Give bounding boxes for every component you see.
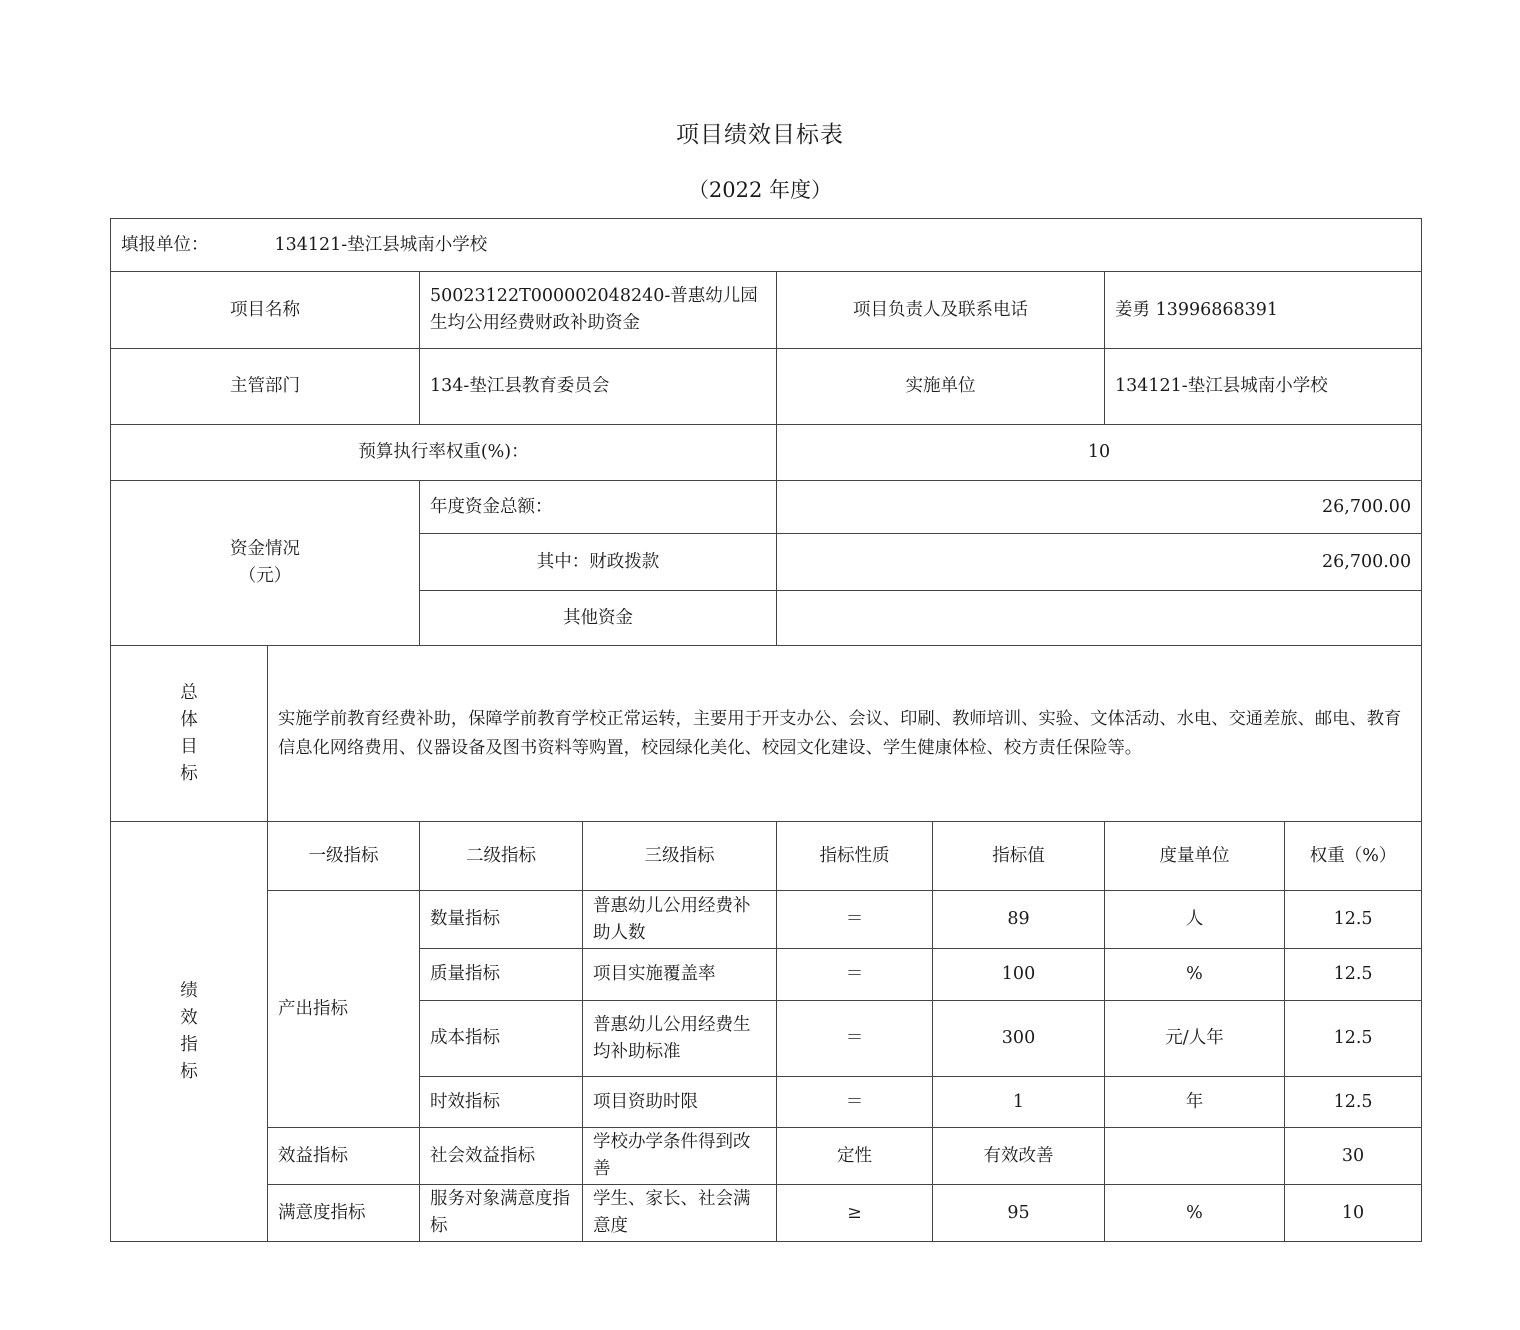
header-level2: 二级指标 xyxy=(420,822,583,891)
project-name-label: 项目名称 xyxy=(111,272,420,349)
project-name-value: 50023122T000002048240-普惠幼儿园生均公用经费财政补助资金 xyxy=(420,272,777,349)
overall-goal-label-char: 体 xyxy=(180,709,198,730)
benefit-weight: 30 xyxy=(1285,1128,1422,1185)
row-unit: 元/人年 xyxy=(1105,1001,1285,1077)
funds-other-label: 其他资金 xyxy=(420,591,777,646)
overall-goal-label-char: 标 xyxy=(180,763,198,784)
header-level3: 三级指标 xyxy=(583,822,777,891)
indicators-label-char: 绩 xyxy=(180,980,198,1001)
benefit-level2: 社会效益指标 xyxy=(420,1128,583,1185)
satisfaction-level2: 服务对象满意度指标 xyxy=(420,1185,583,1242)
reporting-unit-row xyxy=(111,219,1422,272)
row-value: 1 xyxy=(933,1077,1105,1128)
header-weight: 权重（%） xyxy=(1285,822,1422,891)
overall-goal-text: 实施学前教育经费补助，保障学前教育学校正常运转，主要用于开支办公、会议、印刷、教师培训、实验、文体活动、水电、交通差旅、邮电、教育信息化网络费用、仪器设备及图书资料等购置，校园绿化美化、校园文化建设、学生健康体检、校方责任保险等。 xyxy=(268,646,1422,822)
funds-fiscal-value: 26,700.00 xyxy=(777,534,1422,591)
funds-label xyxy=(111,481,420,646)
performance-goal-table xyxy=(110,218,1422,1242)
row-value: 89 xyxy=(933,891,1105,949)
department-row xyxy=(111,349,1422,425)
satisfaction-weight: 10 xyxy=(1285,1185,1422,1242)
benefit-nature: 定性 xyxy=(777,1128,933,1185)
project-contact-value: 姜勇 13996868391 xyxy=(1105,272,1422,349)
row-nature: ＝ xyxy=(777,891,933,949)
project-name-row xyxy=(111,272,1422,349)
row-level3: 普惠幼儿公用经费生均补助标准 xyxy=(583,1001,777,1077)
reporting-unit-cell xyxy=(111,219,1422,272)
header-unit: 度量单位 xyxy=(1105,822,1285,891)
row-level2: 时效指标 xyxy=(420,1077,583,1128)
reporting-unit-value: 134121-垫江县城南小学校 xyxy=(274,234,488,255)
overall-goal-label xyxy=(111,646,268,822)
implementing-unit-value: 134121-垫江县城南小学校 xyxy=(1105,349,1422,425)
row-level3: 普惠幼儿公用经费补助人数 xyxy=(583,891,777,949)
funds-total-value: 26,700.00 xyxy=(777,481,1422,534)
satisfaction-unit: % xyxy=(1105,1185,1285,1242)
indicators-label-char: 效 xyxy=(180,1007,198,1028)
row-unit: 人 xyxy=(1105,891,1285,949)
row-weight: 12.5 xyxy=(1285,1077,1422,1128)
satisfaction-level1: 满意度指标 xyxy=(268,1185,420,1242)
funds-label-line1: 资金情况 xyxy=(230,539,300,559)
budget-weight-row xyxy=(111,425,1422,481)
satisfaction-level3: 学生、家长、社会满意度 xyxy=(583,1185,777,1242)
row-weight: 12.5 xyxy=(1285,891,1422,949)
row-level3: 项目实施覆盖率 xyxy=(583,949,777,1001)
indicators-label-char: 指 xyxy=(180,1034,198,1055)
header-level1: 一级指标 xyxy=(268,822,420,891)
output-indicator-label: 产出指标 xyxy=(268,891,420,1128)
page-title: 项目绩效目标表 xyxy=(676,122,844,148)
row-value: 100 xyxy=(933,949,1105,1001)
project-contact-label: 项目负责人及联系电话 xyxy=(777,272,1105,349)
row-value: 300 xyxy=(933,1001,1105,1077)
reporting-unit-label: 填报单位： xyxy=(121,234,209,255)
satisfaction-row xyxy=(111,1185,1422,1242)
row-level2: 数量指标 xyxy=(420,891,583,949)
funds-other-value xyxy=(777,591,1422,646)
benefit-level1: 效益指标 xyxy=(268,1128,420,1185)
overall-goal-label-char: 总 xyxy=(180,682,198,703)
funds-total-label: 年度资金总额： xyxy=(420,481,777,534)
benefit-row xyxy=(111,1128,1422,1185)
row-nature: ＝ xyxy=(777,1077,933,1128)
row-unit: % xyxy=(1105,949,1285,1001)
row-nature: ＝ xyxy=(777,949,933,1001)
implementing-unit-label: 实施单位 xyxy=(777,349,1105,425)
header-nature: 指标性质 xyxy=(777,822,933,891)
benefit-level3: 学校办学条件得到改善 xyxy=(583,1128,777,1185)
satisfaction-nature: ≥ xyxy=(777,1185,933,1242)
row-weight: 12.5 xyxy=(1285,949,1422,1001)
budget-weight-value: 10 xyxy=(777,425,1422,481)
funds-total-row xyxy=(111,481,1422,534)
department-label: 主管部门 xyxy=(111,349,420,425)
overall-goal-label-char: 目 xyxy=(180,736,198,757)
department-value: 134-垫江县教育委员会 xyxy=(420,349,777,425)
benefit-unit xyxy=(1105,1128,1285,1185)
table-row xyxy=(111,891,1422,949)
indicators-label-char: 标 xyxy=(180,1061,198,1082)
funds-label-line2: （元） xyxy=(238,566,292,586)
indicators-label xyxy=(111,822,268,1242)
row-weight: 12.5 xyxy=(1285,1001,1422,1077)
page-subtitle-year: （2022 年度） xyxy=(687,178,833,202)
row-level2: 成本指标 xyxy=(420,1001,583,1077)
funds-fiscal-label: 其中：财政拨款 xyxy=(420,534,777,591)
row-level3: 项目资助时限 xyxy=(583,1077,777,1128)
row-level2: 质量指标 xyxy=(420,949,583,1001)
header-value: 指标值 xyxy=(933,822,1105,891)
row-unit: 年 xyxy=(1105,1077,1285,1128)
row-nature: ＝ xyxy=(777,1001,933,1077)
benefit-value: 有效改善 xyxy=(933,1128,1105,1185)
indicator-header-row xyxy=(111,822,1422,891)
overall-goal-row xyxy=(111,646,1422,822)
budget-weight-label: 预算执行率权重(%)： xyxy=(111,425,777,481)
satisfaction-value: 95 xyxy=(933,1185,1105,1242)
